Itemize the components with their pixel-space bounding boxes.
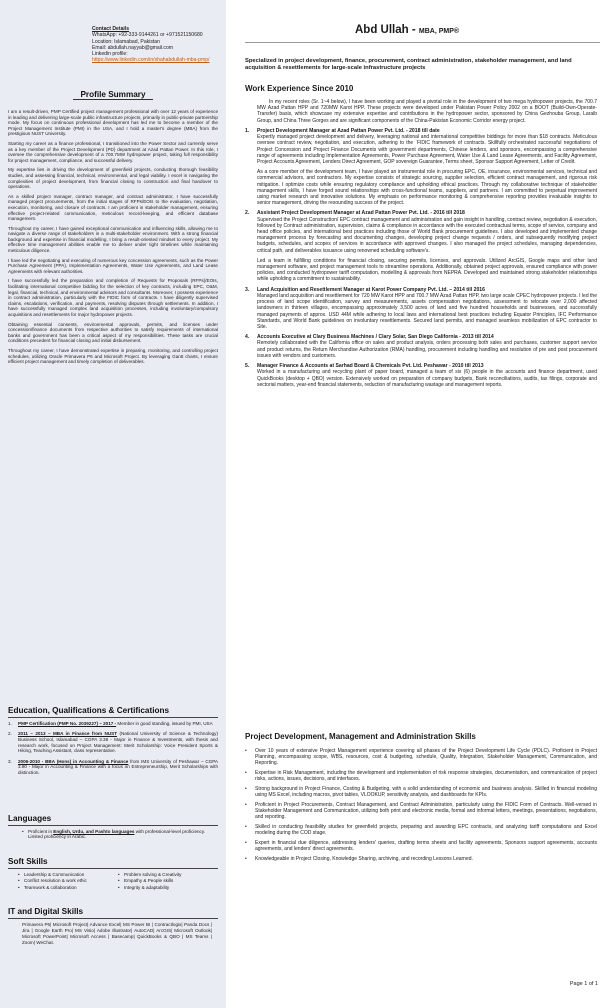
soft-skill-label: Empathy & People skills [124,878,174,884]
bullet-icon: • [18,878,20,884]
bullet-icon: • [118,878,120,884]
pm-skill-item [245,840,597,852]
job-title: Land Acquisition and Resettlement Manager at Karot Power Company Pvt. Ltd. – 2014 till 2016 [257,286,485,293]
pm-skill-item [245,824,597,836]
bullet-icon: • [118,884,120,890]
it-skills-text: Primavera P6| Microsoft Project| Advance Excel| MS Power BI | Contractlogix| Panda Docs | Jira | Google Earth Pro| MS Visio| Adobe Illustrator| AutoCAD| ArcGIS| Microsoft Outlook| Microsoft PowerPoint| Microsoft Access | Basecamp| QuickBooks & QBO | MS Teams | Zoom| WeChat. [22,921,212,946]
job-title: Manager Finance & Accounts at Sarhad Board & Chemicals Pvt. Ltd. Peshawar - 2010 till 2013 [257,363,484,370]
education-item [8,759,218,776]
languages-suffix: with professional-level proficiency. Limited proficiency in Arabic. [28,828,206,840]
education-item-title: 2011 – 2013 – MBA in Finance from NUST [18,731,118,737]
bullet-icon: • [245,824,247,831]
candidate-credentials: MBA, PMP® [418,28,460,35]
soft-skill-label: Leadership & Communication [24,871,85,877]
pm-skill-text: Knowledgeable in Project Closing, Knowledge Sharing, archiving, and recording Lessons Learned. [255,855,473,862]
education-section [8,706,218,781]
bullet-icon: • [245,748,247,754]
profile-paragraph: My expertise lies in driving the development of greenfield projects, conducting thorough feasibility studies, and assessing financial, technical, environmental, and legal viability. I excel in navigating the complexities of project development, from financial closing to construction and final handover to operations. [8,167,218,190]
pm-skill-item [245,770,597,782]
education-item-title: 2006-2010 - BBA (Hons) in Accounting & Finance [18,758,129,764]
profile-paragraph: I am a result-driven, PMP Certified project management professional with over 12 years of experience in leading and delivering large-scale public infrastructure projects, primarily in public-private partnership mode. My focus on continuous professional development has led me to become a member of the Project Management Institute (PMI) in the USA, and I hold a master's degree (MBA) from the prestigious NUST University. [8,109,218,137]
education-divider [8,717,218,718]
languages-list: English, Urdu, and Pashto languages [53,828,135,834]
it-skills-heading: IT and Digital Skills [8,907,84,916]
bullet-icon: • [18,884,20,890]
bullet-icon: • [245,770,247,777]
pm-skill-text: Skilled in conducting feasibility studies for greenfield projects, preparing and awarding EPC contracts, and analyzing tariff computations and Excel modeling during the COD stage. [255,824,597,837]
education-item-detail: (National University of Science & Technology) Business School, Islamabad – CGPA 3.38 - Major in Finance & Investments, with thesis and research work, focused on Project Management: Merit Scholarship: Voice President Sports & Hiking, Teaching Assistant, class representative. [18,731,218,754]
job-title: Project Development Manager at Azad Pattan Power Pvt. Ltd. - 2018 till date [257,127,440,134]
job-entry [245,363,597,388]
profile-summary-heading: Profile Summary [73,90,153,100]
bullet-icon: • [245,839,247,846]
job-number: 5. [245,363,250,370]
contact-location: Location: Islamabad, Pakistan [92,38,160,45]
page-number: Page 1 of 1 [569,981,598,987]
profile-paragraph: Throughout my career, I have gained exceptional communication and influencing skills, allowing me to navigate a diverse range of stakeholders in a multi-stakeholder environment. With a strong financial background and expertise in financial modelling, I bring a result-oriented mindset to every project. My effective time management abilities enable me to deliver under tight timelines while maintaining meticulous diligence. [8,225,218,254]
experience-intro: In my recent roles (Sr. 1~4 below), I have been working and played a pivotal role in the development of two mega hydropower projects, the 700.7 MW Azad Pattan HPP and 720MW Karot HPP. These projects were developed under Pakistan Power Policy 2002 on a BOOT (Build-Own-Operate-Transfer) basis, which showcase my extensive expertise and contributions in the hydropower sector, sponsored by China Gezhouba Group, Laraib Group, and China Three Gorges and are significant components of the China-Pakistan Economic Corridor energy project. [257,99,597,124]
pm-skill-item [245,856,597,862]
education-heading: Education, Qualifications & Certifications [8,706,170,715]
job-number: 4. [245,334,250,341]
languages-prefix: Proficient in [28,828,54,834]
pm-skill-text: Proficient in Project Procurements, Contract Management, and Contract Administration, particularly using the FIDIC Form of Contracts. Well-versed in Stakeholder Management and Communication, utilizing both print and electronic media, formal and informal letters, meetings, presentations, negotiations, and reporting. [255,801,597,821]
education-item [8,721,218,727]
pm-skill-text: Expert in financial due diligence, addressing lenders' queries, drafting terms sheets and facility agreements, Sponsors support agreements, accounts agreements, and lenders' direct agreements. [255,839,597,853]
profile-paragraph: Obtaining essential consents, environmental approvals, permits, and licenses under concession/finance documents from respective authorities to satisfy requirements of international banks and government has been a critical aspect of my responsibilities. These tasks are crucial conditions precedent for financial closing and initial disbursement. [8,321,218,344]
education-item-number: 3. [8,758,12,764]
soft-skill-label: Problem solving & Creativity [124,871,182,877]
soft-skills-divider [8,868,218,869]
soft-skill-item [18,885,118,892]
soft-skill-item [118,885,218,892]
job-description: Managed land acquisition and resettlement for 720 MW Karot HPP and 700.7 MW Azad Pattan HPP, two large scale CPEC hydropower projects. I led the process of land scope identification, survey and measurements, assets compensation negotiations, assessment to relocate over 2,000 affected landowners in thirteen villages, encompassing approximately 3,500 acres of land and five hundred households and businesses, and successfully managed payments of approx. USD 44M while adhering to local laws and international best practices including Equator Principles, IFC Performance Standards, and World Bank guidelines on involuntary resettlements. Secured land permits, and managed seamless mobilization of EPC contractor to Site. [257,292,597,330]
profile-summary-section [8,90,218,369]
candidate-name: Abd Ullah - [355,24,416,36]
pm-skills-heading: Project Development, Management and Administration Skills [245,732,476,741]
pm-skill-item [245,786,597,798]
education-item-number: 1. [8,720,12,726]
work-experience-section [245,99,597,392]
work-experience-heading: Work Experience Since 2010 [245,84,354,93]
languages-divider [8,825,218,826]
contact-email: Email: abdullah.nayyab@gmail.com [92,44,174,51]
specialization-tagline: Specialized in project development, finance, procurement, contract administration, stakeholder management, and land acquisition & resettlements for large-scale infrastructure projects [245,58,572,72]
job-description: Led a team in fulfilling conditions for financial closing, securing permits, licenses, and approvals. Utilized ArcGIS, Google maps and other land management software, and project management tools to streamline operations. Additionally, obtained project approvals, ensured compliance with power policies, and conducted hydropower tariff computation, modelling & approvals from NEPRA. Developed and maintained strong stakeholder relationships while upholding a commitment to sustainability. [257,257,597,283]
profile-paragraph: I have led the negotiating and executing of numerous key concession agreements, such as the Power Purchase Agreement (PPA), Implementation Agreements, Water Use Agreements, and Land Lease Agreements with relevant authorities. [8,257,218,274]
it-skills-divider [8,918,218,919]
header-divider [245,42,600,43]
bullet-icon: • [245,855,247,862]
profile-paragraph: Throughout my career, I have demonstrated expertise in preparing, monitoring, and controlling project schedules, utilizing Oracle Primavera P6 and Microsoft Project. By leveraging Gantt charts, I ensure efficient project management and timely completion of deliverables. [8,347,218,365]
pm-skills-list [245,748,597,862]
bullet-icon: • [118,871,120,877]
pm-skill-text: Strong background in Project Finance, Costing & Budgeting, with a solid understanding of economic and business analysis. Skilled in financial modeling using MS Excel, including macros, pivot tables, VLOOKUP, sensitivity analysis, and dashboards for KPIs. [255,786,597,799]
job-entry [245,334,597,359]
pm-skill-item [245,748,597,767]
soft-skill-label: Teamwork & collaboration [24,884,77,890]
education-list [8,721,218,776]
pm-skill-text: Over 10 years of extensive Project Management experience covering all phases of the Project Development Life Cycle (PDLC). Proficient in Project Planning, encompassing scope, WBS, resources, cost & budgeting, schedule, Quality, Integration, Stakeholder Management, Communication, and Reporting. [255,748,597,767]
soft-skills-grid [8,872,218,892]
bullet-icon: • [22,828,24,834]
contact-heading: Contact Details [92,26,130,32]
profile-paragraph: As a skilled project manager, contract manager, and contract administrator, I have successfully managed project procurements, from the initial stages of RFPs/EOIs to the evaluation, negotiation, execution, monitoring, and closure of contracts. I am proficient in stakeholder management, ensuring effective project-related communication, meticulous record-keeping, and efficient database management. [8,193,218,222]
job-description: Worked in a manufacturing and recycling plant of paper board, managed a team of six (6) people in the accounts and finance department, used QuickBooks (desktop + QBO) version. Extensively worked on preparation of company budgets, Bank reconciliations, audits, tax filings, corporate and sectorial matters, year-end financial statements, reduction of manufacturing wastage and management reports. [257,369,597,388]
languages-item [8,829,218,840]
job-description: Remotely collaborated with the California office on sales and product analysis, orders processing both sales and purchases, customer support service and product returns, the Return Merchandise Authorization (RMA) handling, procurement including handling and resolution of pre and post procurement issues with vendors and customers. [257,340,597,359]
soft-skills-section [8,857,218,891]
education-item-detail: from IMS University of Peshawar – CGPA 3.80 - Major in Accounting & Finance with a focus on Entrepreneurship, Merit Scholarships with distinction. [18,758,218,775]
job-entry [245,128,597,207]
job-title: Accounts Executive at Clary Business Machines / Clary Solar, San Diego California - 2013 till 2014 [257,334,494,341]
bullet-icon: • [245,786,247,793]
pm-skills-section [245,748,597,866]
education-item-title: PMP Certification (PMP No. 2039227) – 2017 - [18,720,117,726]
profile-paragraph: I have successfully led the preparation and completion of Requests for Proposals (RFPs)/EOIs, facilitating international competitive bidding for the selection of key contracts, including EPC, O&M, legal, financial, technical, and environmental advisors and consultants. Moreover, I possess experience in contract administration, particularly with the FIDIC form of contracts. I have diligently supervised claims, escalations, verification, and payments, resolving disputes through settlements. In addition, I have successfully managed complex land acquisition processes, including involuntary/compulsory acquisitions and resettlements for major hydropower projects. [8,278,218,317]
soft-skill-label: Integrity & adaptability [124,884,170,890]
contact-linkedin-label: Linkedin profile: [92,51,128,58]
education-item-detail: Member in good standing, issued by PMI, USA [116,720,213,726]
languages-section [8,814,218,840]
job-entry [245,287,597,331]
soft-skill-label: Conflict resolution & work ethic [24,878,87,884]
linkedin-link[interactable]: https://www.linkedin.com/in/shahabdullah-mba-pmp/ [92,57,210,64]
contact-whatsapp: WhatsApp: +92-333-9144261 or +971521150680 [92,32,203,39]
job-number: 1. [245,127,250,134]
job-number: 3. [245,286,250,293]
job-description: As a core member of the development team, I have played an instrumental role in procuring EPC, OE, insurance, environmental services, technical and commercial advisors, and contractors. My expertise consists of strategic sourcing, supplier selection, efficient contract management, and rigorous risk mitigation. I optimize costs while ensuring regulatory compliance and upholding ethical practices. Through my collaborative technique of stakeholder management skills, I have forged sound relationships with cross-functional teams, suppliers, and partners. I am committed to perpetual improvement using market research and innovative solutions. My emphasis on performance monitoring & comprehensive reporting provides invaluable insights to senior management, driving the resounding success of the project. [257,169,597,207]
profile-paragraph: Starting my career as a finance professional, I transitioned into the Power Sector and currently serve as a key member of the Project Development (PD) department at Azad Pattan Power. In this role, I oversee the comprehensive development of a 700.7MW hydropower project, taking full responsibility for project management, compliance, and successful delivery. [8,140,218,163]
job-description: Expertly managed project development and delivery, leveraging national and international competitive biddings for more than $18 contracts. Meticulous oversee contract review, negotiation, and execution, adhering to the `FIDIC framework of contracts. Skillfully orchestrated successful negotiations of Project Concession and Project Finance Documents with government departments, Chinese lenders, and sponsors, encompassing a comprehensive range of agreements including Implementation Agreements, Power Purchase Agreement, Water Use & Land Lease Agreements, and Facility Agreement, Project Accounts Agreement, Lenders Direct Agreement, GOP sovereign Guarantee, Terms sheet, Sponsor Support Agreement, Letter of Credit. [257,134,597,165]
education-item [8,731,218,753]
job-entry [245,210,597,282]
job-description: Supervised the Project Construction/ EPC contract management and administration and gain insight in handling, contract review, negotiation & execution, followed by Contract administration, supervision, claims & compliance in accordance with the executed contractual terms, scope of service, company and head office policies, and international best practices including those of World Bank procurement guidelines. I also developed and implemented change management process by forecasting and documenting changes, developing project change requests / orders, and subsequently modifying project budgets, schedules, and scopes of services in accordance with approved changes. I also managed the project schedules, managing dependencies, critical path, and deliverables issuance using renowned scheduling software's. [257,216,597,254]
pm-skill-text: Expertise in Risk Management, including the development and implementation of risk response strategies, documentation, and communication of project risks, actions, issues, decisions, and interfaces. [255,770,597,783]
pm-skill-item [245,802,597,821]
it-skills-section [8,907,218,947]
job-number: 2. [245,210,250,217]
bullet-icon: • [18,871,20,877]
candidate-name-block [355,24,595,36]
education-item-number: 2. [8,731,12,737]
bullet-icon: • [245,801,247,808]
job-title: Assistant Project Development Manager at Azad Pattan Power Pvt. Ltd. - 2016 till 2018 [257,210,465,217]
languages-heading: Languages [8,814,52,823]
soft-skills-heading: Soft Skills [8,857,48,866]
